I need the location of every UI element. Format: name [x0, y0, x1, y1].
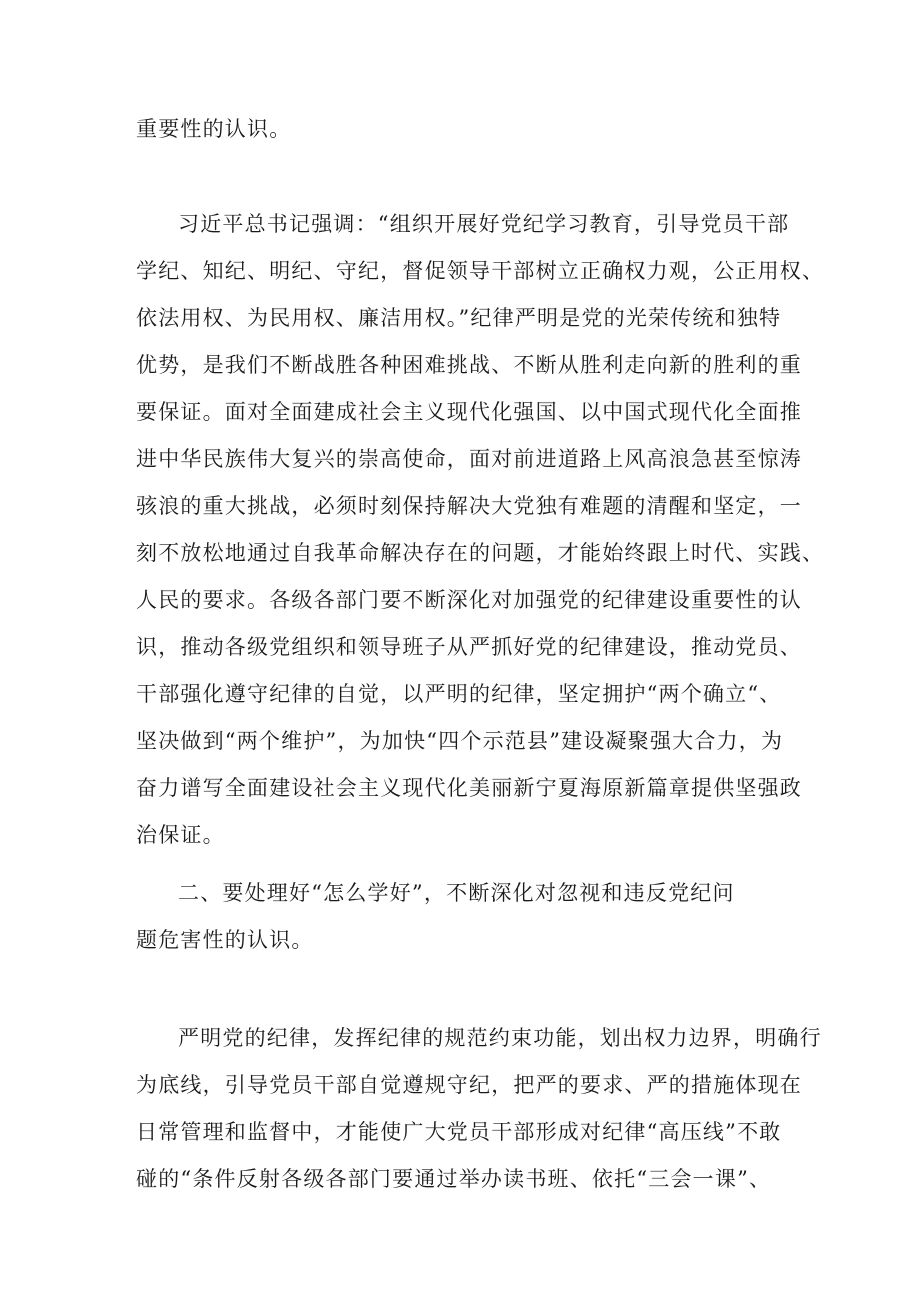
text-line: 治保证。 [136, 823, 225, 847]
text-line: 依法用权、为民用权、廉洁用权。”纪律严明是党的光荣传统和独特 [136, 306, 782, 330]
paragraph-continuation [136, 106, 796, 153]
text-line: 为底线，引导党员干部自觉遵规守纪，把严的要求、严的措施体现在 [136, 1073, 802, 1097]
paragraph-body-3 [136, 1015, 822, 1203]
text-line: 题危害性的认识。 [136, 928, 314, 952]
text-line: 学纪、知纪、明纪、守纪，督促领导干部树立正确权力观，公正用权、 [136, 259, 825, 283]
text-line: 二、要处理好“怎么学好”，不断深化对忽视和违反党纪问 [178, 881, 735, 905]
text-line: 碰的“条件反射各级各部门要通过举办读书班、依托“三会一课”、 [136, 1167, 772, 1191]
text-line: 坚决做到“两个维护”，为加快“四个示范县”建设凝聚强大合力，为 [136, 729, 784, 753]
section-heading-2 [136, 870, 796, 964]
text-line: 刻不放松地通过自我革命解决存在的问题，才能始终跟上时代、实践、 [136, 541, 825, 565]
text-line: 人民的要求。各级各部门要不断深化对加强党的纪律建设重要性的认 [136, 588, 802, 612]
text-line: 干部强化遵守纪律的自觉，以严明的纪律，坚定拥护“两个确立“、 [136, 682, 782, 706]
text-line: 要保证。面对全面建成社会主义现代化强国、以中国式现代化全面推 [136, 400, 802, 424]
paragraph-body-1 [136, 201, 825, 859]
text-line: 优势，是我们不断战胜各种困难挑战、不断从胜利走向新的胜利的重 [136, 353, 802, 377]
text-line: 日常管理和监督中，才能使广大党员干部形成对纪律“高压线”不敢 [136, 1120, 782, 1144]
text-line: 识，推动各级党组织和领导班子从严抓好党的纪律建设，推动党员、 [136, 635, 802, 659]
text-line: 骇浪的重大挑战，必须时刻保持解决大党独有难题的清醒和坚定，一 [136, 494, 802, 518]
text-line: 严明党的纪律，发挥纪律的规范约束功能，划出权力边界，明确行 [178, 1026, 822, 1050]
text-line: 进中华民族伟大复兴的崇高使命，面对前进道路上风高浪急甚至惊涛 [136, 447, 802, 471]
text-line: 习近平总书记强调：“组织开展好党纪学习教育，引导党员干部 [178, 212, 790, 236]
text-line: 奋力谱写全面建设社会主义现代化美丽新宁夏海原新篇章提供坚强政 [136, 776, 802, 800]
text-line: 重要性的认识。 [136, 117, 292, 141]
